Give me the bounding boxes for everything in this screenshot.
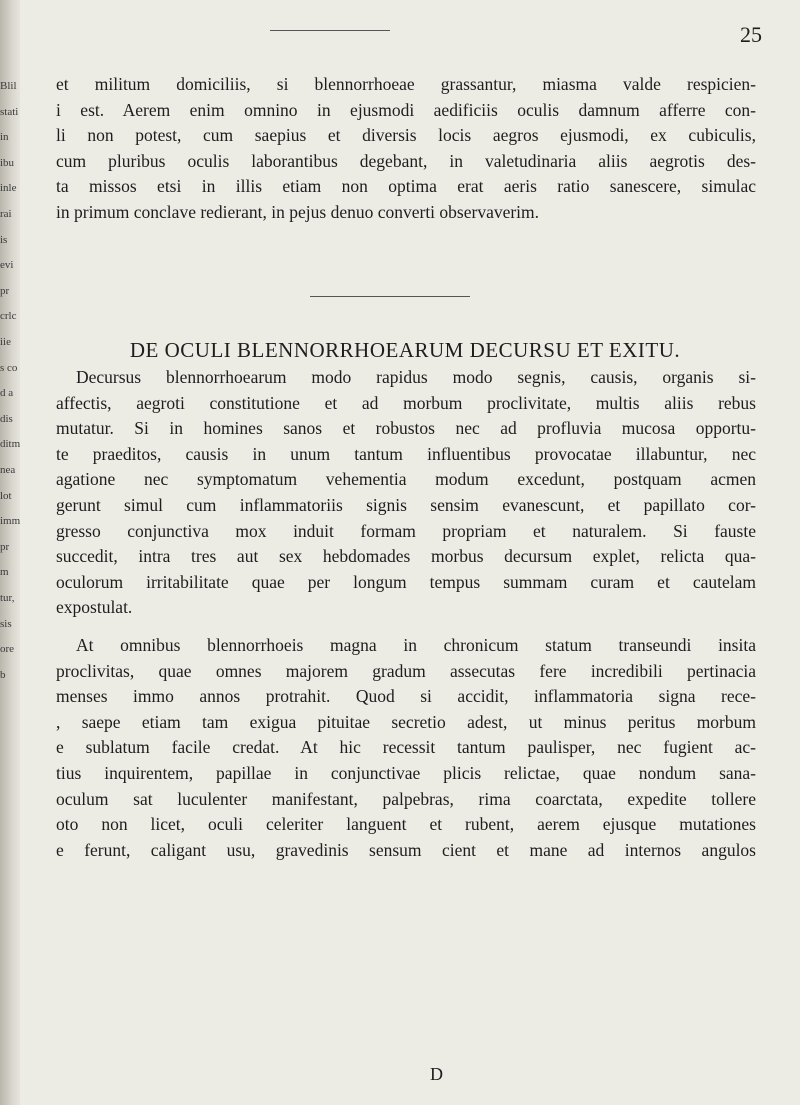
text-line: ta missos etsi in illis etiam non optima erat aeris ratio sanescere, simulac: [56, 176, 756, 197]
top-rule: [270, 30, 390, 31]
text-line: gerunt simul cum inflammatoriis signis sensim evanescunt, et papillato cor-: [56, 495, 756, 515]
gutter-fragment: ore: [0, 643, 15, 656]
gutter-fragment: rai: [0, 208, 12, 220]
text-line: Decursus blennorrhoearum modo rapidus modo segnis, causis, organis si-: [76, 367, 756, 387]
text-line: oto non licet, oculi celeriter languent et rubent, aerem ejusque mutationes: [56, 814, 756, 835]
section-heading: DE OCULI BLENNORRHOEARUM DECURSU ET EXITU.: [129, 338, 681, 362]
section-rule: [310, 296, 470, 297]
text-line: proclivitas, quae omnes majorem gradum assecutas fere incredibili pertinacia: [56, 660, 756, 681]
gutter-fragment: stati: [0, 105, 19, 118]
text-line: cum pluribus oculis laborantibus degebant, in valetudinaria aliis aegrotis des-: [56, 150, 756, 171]
text-line: agatione nec symptomatum vehementia modum excedunt, postquam acmen: [56, 469, 756, 490]
gutter-fragment: is: [0, 233, 8, 246]
text-line: affectis, aegroti constitutione et ad morbum proclivitate, multis aliis rebus: [56, 392, 756, 413]
gutter-fragment: lot: [0, 489, 12, 502]
gutter-fragment: sis: [0, 617, 12, 630]
text-line: gresso conjunctiva mox induit formam propriam et naturalem. Si fauste: [56, 520, 756, 541]
gutter-fragment: dis: [0, 412, 13, 425]
gutter-fragment: b: [0, 668, 6, 681]
gutter-fragment: s co: [0, 361, 18, 374]
text-line: succedit, intra tres aut sex hebdomades morbus decursum explet, relicta qua-: [56, 546, 756, 567]
text-line: At omnibus blennorrhoeis magna in chronicum statum transeundi insita: [76, 635, 756, 655]
text-line: menses immo annos protrahit. Quod si accidit, inflammatoria signa rece-: [56, 686, 756, 707]
text-line: in primum conclave redierant, in pejus denuo converti observaverim.: [56, 202, 540, 222]
gutter-fragment: d a: [0, 387, 14, 400]
gutter-fragment: crlc: [0, 310, 17, 323]
text-line: li non potest, cum saepius et diversis locis aegros ejusmodi, ex cubiculis,: [56, 125, 756, 146]
gutter-fragment: Blil: [0, 80, 17, 92]
gutter-fragment: iie: [0, 336, 11, 348]
gutter-fragment: ditm: [0, 438, 20, 451]
text-line: te praeditos, causis in unum tantum influentibus provocatae illabuntur, nec: [56, 443, 756, 464]
page-number: 25: [740, 22, 762, 47]
text-line: expostulat.: [56, 597, 133, 618]
gutter-fragment: m: [0, 566, 9, 579]
text-line: tius inquirentem, papillae in conjunctivae plicis relictae, quae nondum sana-: [56, 763, 756, 783]
text-line: , saepe etiam tam exigua pituitae secretio adest, ut minus peritus morbum: [56, 711, 756, 732]
gutter-fragment: imm: [0, 515, 20, 528]
text-line: mutatur. Si in homines sanos et robustos nec ad profluvia mucosa opportu-: [56, 418, 756, 439]
gutter-fragment: pr: [0, 540, 10, 553]
text-line: oculum sat luculenter manifestant, palpebras, rima coarctata, expedite tollere: [56, 788, 756, 809]
gutter-fragment: nea: [0, 464, 16, 476]
gutter-fragment: ibu: [0, 156, 15, 169]
signature-mark: D: [430, 1064, 443, 1084]
gutter-fragment: inle: [0, 182, 17, 195]
text-line: e ferunt, caligant usu, gravedinis sensum cient et mane ad internos angulos: [56, 839, 756, 860]
text-line: oculorum irritabilitate quae per longum tempus summam curam et cautelam: [56, 571, 756, 592]
text-line: e sublatum facile credat. At hic recessit tantum paulisper, nec fugient ac-: [56, 737, 756, 758]
gutter-fragment: pr: [0, 284, 10, 297]
text-line: et militum domiciliis, si blennorrhoeae grassantur, miasma valde respicien-: [56, 74, 756, 94]
gutter-fragment: in: [0, 131, 9, 144]
gutter-fragment: evi: [0, 259, 14, 272]
gutter-fragment: tur,: [0, 592, 15, 604]
text-line: i est. Aerem enim omnino in ejusmodi aedificiis oculis damnum afferre con-: [56, 99, 756, 120]
